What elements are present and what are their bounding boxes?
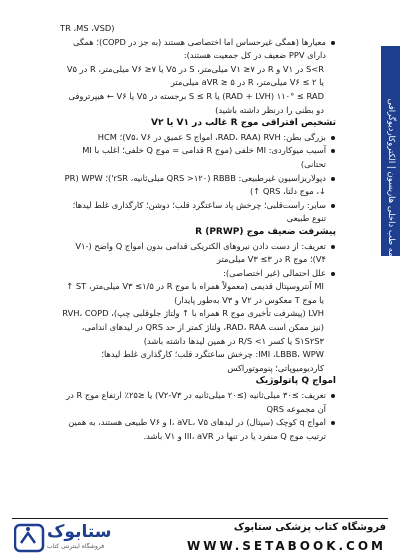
chapter-strip-label: ۱۶ دستنامه طب داخلی هاریسون | الکتروکاردیوگرافی bbox=[386, 98, 396, 288]
logo-wordmark[interactable]: ستابوک bbox=[47, 522, 112, 542]
heading-prwp: پیشرفت ضعیف موج R (PRWP) bbox=[195, 226, 336, 237]
chapter-strip bbox=[381, 46, 400, 288]
prwp-cause-1: MI آنتروسپتال قدیمی (معمولاً همراه با موج R در V۳ ≤۱/۵ میلی‌متر، ST ↑ یا موج T معکوس در V۲ و V۳ به‌طور پایدار) bbox=[66, 281, 324, 305]
dominant-r-item-1: بزرگی بطن: RVH (RAD، RAA، امواج S عمیق در V۵، V۶)؛ HCM bbox=[60, 131, 336, 145]
q-wave-definition: تعریف: ≥۳۰ میلی‌ثانیه (≥۲۰ میلی‌ثانیه در V۲-V۳) یا ≤۲۵٪ ارتفاع موج R در آن مجموعه QRS bbox=[60, 389, 336, 416]
shop-name: فروشگاه کتاب پزشکی ستابوک bbox=[233, 522, 386, 533]
footer-divider bbox=[12, 518, 388, 519]
prwp-cause-3: IMI ،LBBB، WPW: چرخش ساعتگرد قلب؛ کارگذاری غلط لیدها؛ کاردیومیوپاتی؛ پنوموتوراکس bbox=[101, 349, 324, 373]
site-url-link[interactable]: WWW.SETABOOK.COM bbox=[186, 539, 386, 553]
prwp-definition: تعریف: از دست دادن نیروهای الکتریکی قدامی بدون امواج Q واضح (V۱-V۴)؛ موج R در V۳ ≤۳ میلی‌متر bbox=[60, 240, 336, 267]
criteria-item: معیارها (همگی غیرحساس اما اختصاصی هستند (به جز در COPD)؛ همگی دارای PPV ضعیف در کل جمعیت هستند): bbox=[60, 36, 336, 63]
prwp-cause-2: LVH (پیشرفت تأخیری موج R همراه با ↑ ولتاژ جلوقلبی چپ)، RVH، COPD (نیز ممکن است RAD، RAA، ولتاژ کمتر از حد QRS در لیدهای اندامی، S۱S۲S۳ یا کسر R/S <۱ در همین لیدها داشته باشد) bbox=[62, 308, 324, 346]
q-wave-normal: امواج q کوچک (سپتال) در لیدهای I، aVL، V۵ و V۶ طبیعی هستند، به همین ترتیب موج Q منفرد یا در تنها در III، aVR و V۱ باشد. bbox=[60, 416, 336, 443]
dominant-r-item-2: آسیب میوکاردی: MI خلفی (موج R قدامی = موج Q خلفی؛ اغلب با MI تحتانی) bbox=[60, 144, 336, 171]
criteria-subitem-1: S<R در V۱ و R در V۱ ≥۷ میلی‌متر، S در V۵ یا V۶ ≥۷ میلی‌متر، R در V۵ یا V۶ ≤ ۲ میلی‌متر، R در aVR ≥ ۵ میلی‌متر bbox=[66, 63, 324, 88]
heading-q-waves: امواج Q پاتولوژیک bbox=[255, 376, 336, 387]
logo-tagline: فروشگاه اینترنتی کتاب bbox=[47, 543, 105, 550]
page-content bbox=[60, 22, 336, 443]
prwp-causes: علل احتمالی (غیر اختصاصی): bbox=[60, 267, 336, 281]
dominant-r-item-4: سایر: راست‌قلبی؛ چرخش پاد ساعتگرد قلب؛ دوشن؛ کارگذاری غلط لیدها؛ تنوع طبیعی bbox=[60, 199, 336, 226]
dominant-r-item-3: دپولاریزاسیون غیرطبیعی: RBBB (QRS >۱۲۰ میلی‌ثانیه، rSR')؛ WPW (PR ↓، موج دلتا، QRS ↑) bbox=[60, 172, 336, 199]
continued-line: TR ،MS ،VSD) bbox=[60, 23, 115, 33]
criteria-subitem-2: RAD + LVH) ۱۱۰° ≤ RAD) یا S ≤ R برجسته در V۵ یا V۶ ← هیپرتروفی دو بطنی را درنظر داشته باشید) bbox=[68, 90, 324, 115]
heading-dominant-r: تشخیص افتراقی موج R غالب در V۱ یا V۲ bbox=[151, 118, 336, 129]
